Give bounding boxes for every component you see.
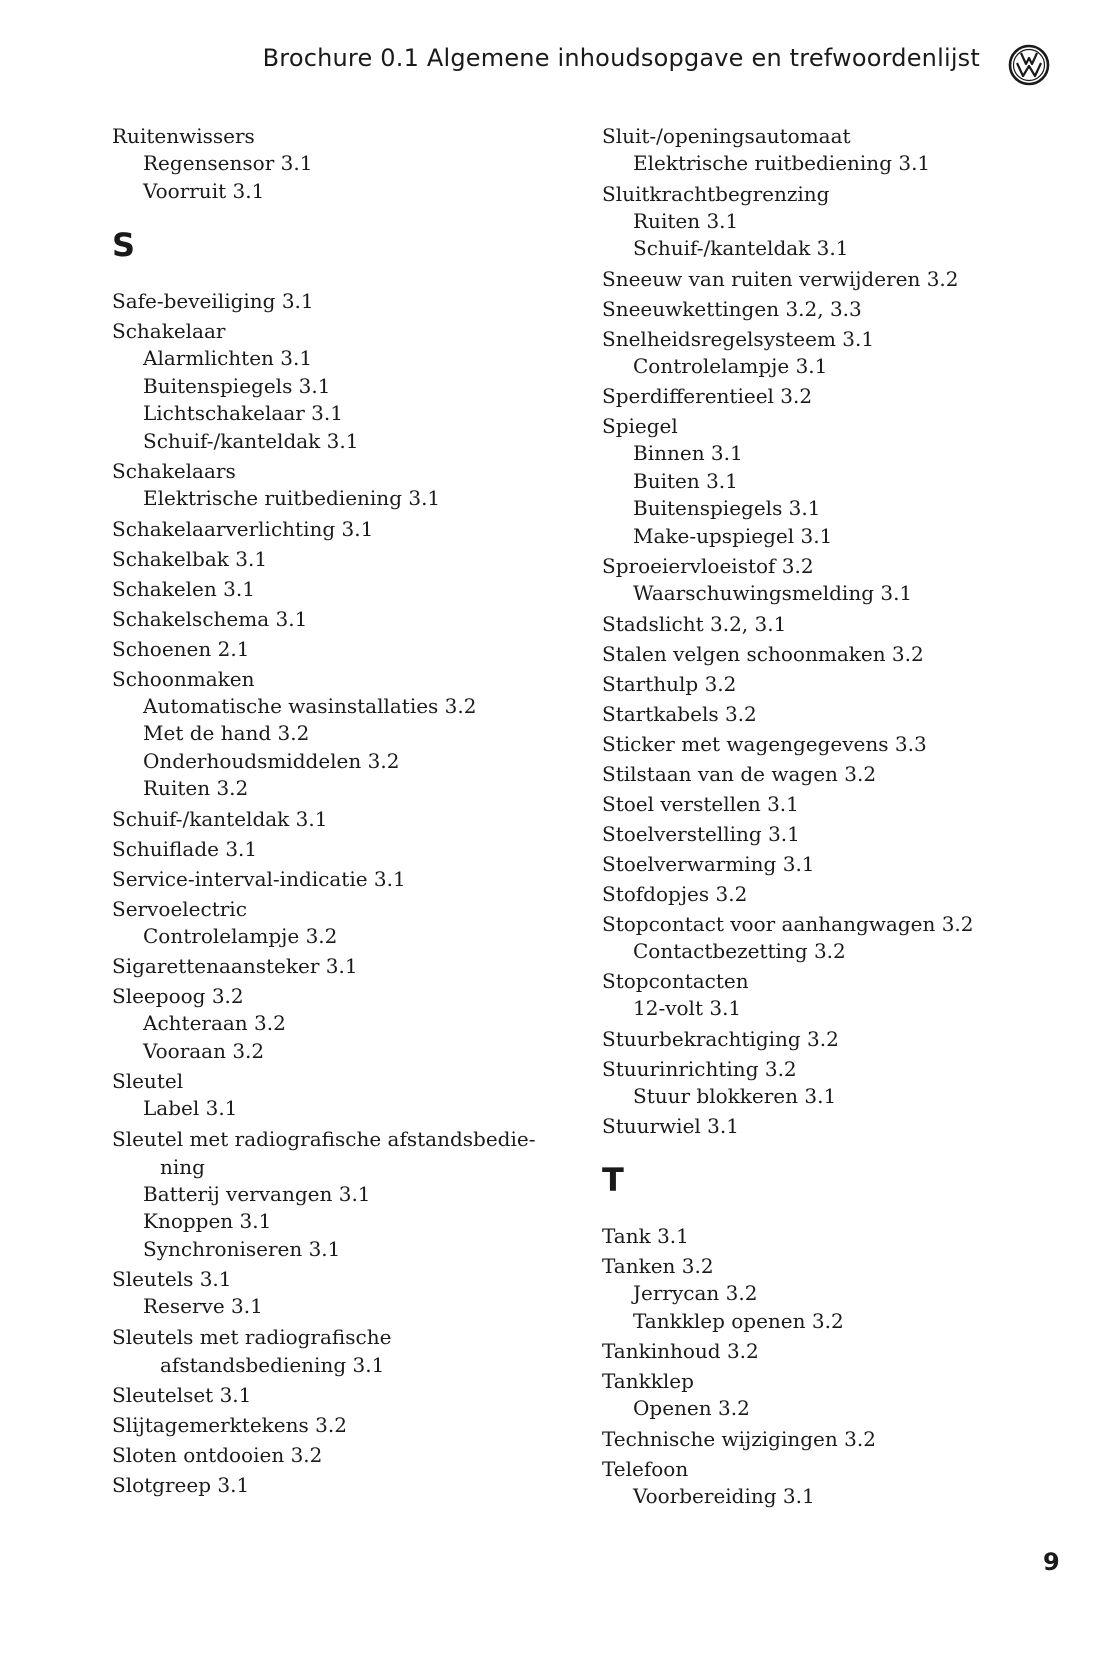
sub-entry: Reserve 3.1 — [143, 1294, 263, 1318]
sub-entry: Tankklep openen 3.2 — [633, 1308, 844, 1333]
entry-title-continuation: ning — [160, 1154, 205, 1179]
index-entry: Slotgreep 3.1 — [112, 1472, 250, 1497]
index-entry: Schakelen 3.1 — [112, 576, 255, 601]
index-entry-sleepoog — [112, 982, 552, 1065]
sub-entry: Ruiten 3.2 — [143, 776, 249, 800]
entry-title: Stuurinrichting 3.2 — [602, 1056, 797, 1081]
sub-entry: Make-upspiegel 3.1 — [633, 523, 833, 548]
index-entry-servoelectric — [112, 895, 552, 951]
index-entry: Tank 3.1 — [602, 1224, 689, 1248]
sub-entry: Vooraan 3.2 — [143, 1038, 265, 1063]
entry-title: Sleutel met radiografische afstandsbedie- — [112, 1126, 536, 1151]
index-entry: Schakelbak 3.1 — [112, 546, 268, 571]
sub-entry: Waarschuwingsmelding 3.1 — [633, 581, 913, 605]
sub-entry: Met de hand 3.2 — [143, 721, 310, 745]
index-entry-sproeiervloeistof — [602, 552, 1002, 608]
section-letter-t: T — [602, 1161, 624, 1199]
entry-title: Schakelaar — [112, 319, 226, 343]
sub-entry: Stuur blokkeren 3.1 — [633, 1083, 837, 1108]
index-entry: Stofdopjes 3.2 — [602, 881, 748, 906]
sub-entry: Synchroniseren 3.1 — [143, 1236, 341, 1261]
index-entry-schakelaar — [112, 317, 552, 455]
entry-title: Ruitenwissers — [112, 124, 255, 148]
entry-title: Stopcontacten — [602, 969, 749, 993]
index-entry: Sigarettenaansteker 3.1 — [112, 954, 358, 978]
sub-entry: Automatische wasinstallaties 3.2 — [143, 693, 477, 718]
sub-entry: Lichtschakelaar 3.1 — [143, 401, 343, 425]
index-entry-sleutel-radiografisch — [112, 1125, 552, 1264]
index-entry-spiegel — [602, 412, 1002, 550]
index-entry: Stilstaan van de wagen 3.2 — [602, 761, 877, 786]
section-letter-s: S — [112, 226, 136, 264]
entry-title: Tankklep — [602, 1369, 694, 1393]
index-entry: Sneeuw van ruiten verwijderen 3.2 — [602, 266, 959, 291]
index-entry-schakelaars — [112, 457, 552, 513]
sub-entry: Schuif-/kanteldak 3.1 — [633, 236, 849, 260]
index-entry: Schoenen 2.1 — [112, 636, 250, 661]
page-number: 9 — [1043, 1548, 1060, 1576]
index-entry: Sloten ontdooien 3.2 — [112, 1442, 323, 1467]
entry-title: Sluit-/openingsautomaat — [602, 124, 851, 148]
entry-title: Schoonmaken — [112, 666, 255, 691]
sub-entry: Voorbereiding 3.1 — [633, 1483, 815, 1508]
page-header: Brochure 0.1 Algemene inhoudsopgave en trefwoordenlijst — [262, 44, 980, 72]
index-entry: Schakelaarverlichting 3.1 — [112, 516, 374, 541]
sub-entry: Openen 3.2 — [633, 1396, 750, 1420]
index-entry: Starthulp 3.2 — [602, 671, 737, 696]
entry-title-continuation: afstandsbediening 3.1 — [160, 1352, 385, 1377]
entry-title: Sluitkrachtbegrenzing — [602, 181, 830, 206]
index-entry-schoonmaken — [112, 665, 552, 803]
index-entry: Sneeuwkettingen 3.2, 3.3 — [602, 296, 862, 321]
index-column-right — [602, 122, 1002, 1512]
index-entry-stopcontacten — [602, 967, 1002, 1023]
sub-entry: Achteraan 3.2 — [143, 1011, 286, 1035]
index-entry: Stuurbekrachtiging 3.2 — [602, 1026, 839, 1051]
sub-entry: Voorruit 3.1 — [143, 178, 265, 203]
sub-entry: Batterij vervangen 3.1 — [143, 1181, 371, 1206]
index-entry: Stoelverwarming 3.1 — [602, 851, 815, 876]
index-entry: Stadslicht 3.2, 3.1 — [602, 611, 787, 636]
sub-entry: Onderhoudsmiddelen 3.2 — [143, 748, 400, 773]
index-entry: Sperdifferentieel 3.2 — [602, 384, 813, 408]
sub-entry: Controlelampje 3.1 — [633, 353, 828, 378]
index-entry: Stuurwiel 3.1 — [602, 1114, 739, 1138]
vw-logo-icon — [1008, 44, 1050, 86]
index-entry: Schakelschema 3.1 — [112, 606, 308, 631]
index-entry: Stoel verstellen 3.1 — [602, 791, 799, 816]
entry-title: Sleutels met radiografische — [112, 1324, 392, 1349]
entry-title: Stopcontact voor aanhangwagen 3.2 — [602, 911, 974, 936]
index-entry-sluitkrachtbegrenzing — [602, 180, 1002, 263]
index-column-left — [112, 122, 552, 1501]
index-entry-stuurinrichting — [602, 1055, 1002, 1111]
entry-title: Sleutel — [112, 1069, 184, 1093]
sub-entry: Ruiten 3.1 — [633, 208, 739, 233]
index-entry: Schuiflade 3.1 — [112, 836, 258, 861]
sub-entry: Label 3.1 — [143, 1096, 238, 1120]
index-entry: Stalen velgen schoonmaken 3.2 — [602, 641, 924, 666]
entry-title: Sleepoog 3.2 — [112, 984, 244, 1008]
sub-entry: Controlelampje 3.2 — [143, 923, 338, 948]
index-entry: Schuif-/kanteldak 3.1 — [112, 806, 328, 831]
entry-title: Sproeiervloeistof 3.2 — [602, 554, 814, 578]
entry-title: Snelheidsregelsysteem 3.1 — [602, 326, 875, 351]
index-entry-sleutels-radiografisch — [112, 1323, 552, 1379]
index-entry: Sticker met wagengegevens 3.3 — [602, 731, 927, 756]
index-entry-tankklep — [602, 1367, 1002, 1423]
entry-title: Sleutels 3.1 — [112, 1267, 232, 1291]
sub-entry: Buitenspiegels 3.1 — [143, 373, 331, 398]
index-entry-sluitautomaat — [602, 122, 1002, 178]
entry-title: Servoelectric — [112, 896, 247, 921]
index-entry-stopcontact-aanhangwagen — [602, 910, 1002, 966]
entry-title: Spiegel — [602, 414, 678, 438]
sub-entry: 12-volt 3.1 — [633, 996, 742, 1020]
sub-entry: Binnen 3.1 — [633, 441, 743, 465]
sub-entry: Regensensor 3.1 — [143, 151, 313, 175]
index-entry-sleutel — [112, 1067, 552, 1123]
sub-entry: Buiten 3.1 — [633, 468, 738, 493]
sub-entry: Alarmlichten 3.1 — [143, 346, 313, 370]
index-entry: Slijtagemerktekens 3.2 — [112, 1412, 347, 1437]
index-entry-ruitenwissers — [112, 122, 552, 205]
sub-entry: Jerrycan 3.2 — [633, 1281, 758, 1305]
entry-title: Schakelaars — [112, 459, 236, 483]
index-entry-snelheidsregelsysteem — [602, 325, 1002, 381]
entry-title: Tanken 3.2 — [602, 1254, 714, 1278]
index-entry-tanken — [602, 1252, 1002, 1335]
sub-entry: Elektrische ruitbediening 3.1 — [633, 151, 931, 175]
sub-entry: Knoppen 3.1 — [143, 1209, 272, 1233]
index-entry: Sleutelset 3.1 — [112, 1382, 252, 1407]
index-entry: Tankinhoud 3.2 — [602, 1339, 759, 1363]
index-entry: Stoelverstelling 3.1 — [602, 821, 800, 846]
sub-entry: Elektrische ruitbediening 3.1 — [143, 486, 441, 510]
index-entry: Technische wijzigingen 3.2 — [602, 1426, 876, 1451]
index-entry-telefoon — [602, 1455, 1002, 1511]
sub-entry: Schuif-/kanteldak 3.1 — [143, 428, 359, 453]
entry-title: Telefoon — [602, 1456, 689, 1481]
index-entry: Safe-beveiliging 3.1 — [112, 289, 314, 313]
sub-entry: Contactbezetting 3.2 — [633, 938, 846, 963]
index-entry: Startkabels 3.2 — [602, 701, 757, 726]
index-entry-sleutels — [112, 1265, 552, 1321]
sub-entry: Buitenspiegels 3.1 — [633, 496, 821, 520]
index-entry: Service-interval-indicatie 3.1 — [112, 866, 406, 891]
